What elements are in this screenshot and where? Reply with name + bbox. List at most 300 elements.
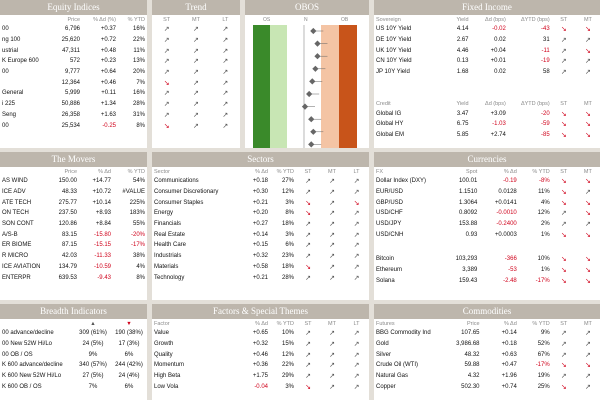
factor-row-trend-up-arrow-icon: ↗ (329, 330, 335, 338)
factor-row-trend-up-arrow-icon: ↗ (305, 373, 311, 381)
fx-row-value: 153.88 (458, 221, 478, 228)
trend-row-trend-down-arrow-icon: ↘ (163, 122, 170, 130)
equity-row-value: 26,358 (61, 111, 80, 118)
fx-row-trend-down-arrow-icon: ↘ (584, 231, 591, 239)
obos-marker (302, 103, 308, 109)
movers-row (0, 187, 147, 198)
movers-row-percent: 8% (136, 274, 145, 281)
movers-row (0, 197, 147, 208)
factors-table (152, 319, 369, 392)
fx-row-change: -0.19 (503, 178, 517, 185)
factor-row-trend-up-arrow-icon: ↗ (329, 383, 335, 391)
trend-row-trend-up-arrow-icon: ↗ (222, 26, 229, 34)
trend-row-trend-up-arrow-icon: ↗ (222, 90, 229, 98)
movers-row-percent: 38% (132, 253, 145, 260)
sovereign-row-trend-up-arrow-icon: ↗ (560, 47, 567, 55)
trend-row (152, 88, 240, 99)
sovereign-row-value: 0.13 (456, 58, 469, 65)
equity-row (0, 24, 147, 35)
credit-row-change: -59 (541, 121, 550, 128)
equity-row-change: -0.25 (102, 122, 116, 129)
sector-row-trend-up-arrow-icon: ↗ (353, 178, 360, 186)
sovereign-row-value: 2.67 (456, 37, 469, 44)
factor-row-change: -0.04 (254, 383, 268, 390)
movers-row-change: -15.15 (93, 242, 111, 249)
equity-row-percent: 28% (132, 101, 145, 108)
equity-row-change: +0.72 (100, 37, 116, 44)
obos-marker (308, 116, 314, 122)
commodity-row-trend-down-arrow-icon: ↘ (560, 362, 567, 370)
commodity-row-trend-up-arrow-icon: ↗ (584, 341, 591, 349)
factor-row-label: Quality (154, 351, 173, 358)
breadth-row (0, 381, 147, 392)
equity-row-label: ustrial (2, 47, 19, 54)
factor-row-label: Momentum (154, 362, 185, 369)
sovereign-row (374, 45, 600, 56)
movers-row-percent: 4% (136, 263, 145, 270)
equity-row (0, 56, 147, 67)
credit-row-trend-down-arrow-icon: ↘ (584, 132, 591, 140)
commodity-row-change: +0.47 (501, 362, 517, 369)
fx-row-change: +0.0141 (494, 199, 517, 206)
trend-col-st: ST (163, 16, 171, 23)
commodities-panel (374, 304, 600, 400)
movers-row-value: 275.77 (58, 199, 77, 206)
breadth-col-down: ▼ (126, 320, 132, 327)
movers-panel (0, 152, 147, 300)
fx-row-label: USD/CHF (376, 210, 403, 217)
factor-row-trend-up-arrow-icon: ↗ (305, 351, 311, 359)
sector-row-trend-up-arrow-icon: ↗ (305, 231, 311, 239)
commodity-row-change: +0.74 (501, 383, 517, 390)
sovereign-row (374, 67, 600, 78)
trend-row-trend-up-arrow-icon: ↗ (193, 47, 199, 55)
crypto-row-label: Bitcoin (376, 256, 395, 263)
fx-col-mt: MT (583, 168, 592, 175)
crypto-row-value: 3,389 (462, 267, 478, 274)
sovereign-row-value: 4.14 (456, 26, 469, 33)
credit-col-st: ST (560, 100, 568, 107)
obos-title: OBOS (245, 0, 369, 15)
fx-row-label: Dollar Index (DXY) (376, 178, 427, 185)
sector-row-label: Industrials (154, 253, 182, 260)
sector-row-trend-up-arrow-icon: ↗ (329, 231, 335, 239)
factor-row-percent: 10% (281, 330, 294, 337)
breadth-col-name (0, 319, 75, 328)
factors-col-lt: LT (353, 320, 360, 327)
fx-row-percent: -8% (539, 178, 550, 185)
credit-col-mt: MT (583, 100, 592, 107)
equity-row-value: 25,620 (61, 37, 80, 44)
commodity-row-label: Silver (376, 351, 392, 358)
trend-row-trend-up-arrow-icon: ↗ (222, 122, 229, 130)
breadth-row-value: 309 (61%) (79, 330, 107, 337)
sectors-col-st: ST (304, 168, 312, 175)
sectors-table (152, 167, 369, 283)
credit-row-change: +2.74 (490, 132, 506, 139)
commodity-row-label: BBG Commodity Ind (376, 330, 431, 337)
movers-row-label: ATE TECH (2, 199, 32, 206)
equity-row-label: Seng (2, 111, 17, 118)
sector-row (152, 251, 369, 262)
sector-row-trend-up-arrow-icon: ↗ (329, 199, 335, 207)
credit-row-trend-down-arrow-icon: ↘ (584, 121, 591, 129)
commodity-row-trend-up-arrow-icon: ↗ (584, 383, 591, 391)
sector-row-trend-up-arrow-icon: ↗ (353, 221, 360, 229)
sov-col-st: ST (560, 16, 568, 23)
factor-row-trend-down-arrow-icon: ↘ (305, 383, 311, 391)
equity-row-percent: 16% (132, 90, 145, 97)
breadth-row-value: 6% (124, 351, 134, 358)
equity-indices-title: Equity Indices (0, 0, 147, 15)
trend-row-trend-up-arrow-icon: ↗ (193, 58, 199, 66)
fx-row-percent: 1% (541, 231, 550, 238)
trend-row-trend-up-arrow-icon: ↗ (163, 69, 170, 77)
sovereign-row-change: -0.02 (492, 26, 506, 33)
trend-row-trend-up-arrow-icon: ↗ (222, 79, 229, 87)
fx-header-row (374, 167, 600, 176)
breadth-row-label: 00 OB / OS (2, 351, 33, 358)
sovereign-row (374, 56, 600, 67)
breadth-row-label: K 600 OB / OS (2, 383, 42, 390)
sovereign-row-change: +0.01 (490, 58, 506, 65)
commodity-row-value: 502.30 (461, 383, 480, 390)
sector-row-trend-up-arrow-icon: ↗ (329, 210, 335, 218)
movers-row-label: R MICRO (2, 253, 28, 260)
sector-row-trend-up-arrow-icon: ↗ (353, 189, 360, 197)
equity-row-change: +0.48 (100, 47, 116, 54)
equity-row-label: 00 (2, 69, 9, 76)
sector-row-change: +0.30 (252, 189, 268, 196)
factors-col-mt: MT (328, 320, 336, 327)
fx-row-value: 1.3064 (458, 199, 478, 206)
equity-col-change: % Δd (%) (93, 16, 116, 23)
factors-panel (152, 304, 369, 400)
movers-col-change: % Δd (98, 168, 111, 175)
sovereign-row-change: 31 (543, 37, 550, 44)
sectors-panel (152, 152, 369, 300)
fx-row-change: 0.0128 (498, 189, 517, 196)
sector-row-percent: 6% (285, 242, 294, 249)
fx-row-trend-down-arrow-icon: ↘ (560, 189, 567, 197)
crypto-row-trend-down-arrow-icon: ↘ (584, 256, 591, 264)
commodity-row-trend-up-arrow-icon: ↗ (560, 373, 567, 381)
equity-row-label (0, 77, 48, 88)
breadth-header-row (0, 319, 147, 328)
commodity-row-trend-up-arrow-icon: ↗ (560, 351, 567, 359)
fx-row-change: +0.0003 (494, 231, 517, 238)
equity-row-label: ng 100 (2, 37, 21, 44)
sovereign-row-value: 1.68 (456, 69, 469, 76)
obos-marker (314, 40, 320, 46)
fx-row (374, 208, 600, 219)
equity-row (0, 77, 147, 88)
comm-col-name: Futures (376, 320, 395, 327)
equity-row-percent: 7% (136, 79, 145, 86)
movers-row-label: SON CONT (2, 221, 34, 228)
trend-row-trend-up-arrow-icon: ↗ (163, 111, 170, 119)
fx-row-trend-up-arrow-icon: ↗ (584, 221, 591, 229)
movers-row-percent: 183% (129, 210, 145, 217)
breadth-title: Breadth Indicators (0, 304, 147, 319)
breadth-row-value: 24 (4%) (118, 373, 140, 380)
equity-row-value: 50,886 (61, 101, 80, 108)
sector-row-trend-up-arrow-icon: ↗ (329, 253, 335, 261)
movers-row-change: -10.59 (93, 263, 111, 270)
commodity-row-value: 107.65 (461, 330, 480, 337)
equity-row-percent: 11% (133, 47, 145, 54)
sector-row (152, 262, 369, 273)
sector-row-label: Energy (154, 210, 174, 217)
crypto-table (374, 254, 600, 286)
movers-row-value: 87.15 (61, 242, 77, 249)
crypto-row-label: Ethereum (376, 267, 403, 274)
movers-row-change: -9.43 (97, 274, 111, 281)
obos-label-n: N (304, 17, 308, 23)
sector-row (152, 187, 369, 198)
equity-header-row (0, 15, 147, 24)
fixed-income-title: Fixed Income (374, 0, 600, 15)
comm-col-price: Price (466, 320, 480, 327)
trend-row-trend-down-arrow-icon: ↘ (163, 79, 170, 87)
fx-row-label: GBP/USD (376, 199, 404, 206)
trend-row-trend-up-arrow-icon: ↗ (193, 122, 199, 130)
equity-row-change: +0.64 (100, 69, 116, 76)
sector-row-label: Health Care (154, 242, 187, 249)
crypto-row-trend-down-arrow-icon: ↘ (560, 256, 567, 264)
movers-row-value: 120.86 (58, 221, 77, 228)
commodity-row (374, 328, 600, 339)
breadth-row (0, 371, 147, 382)
trend-row-trend-up-arrow-icon: ↗ (222, 58, 229, 66)
trend-row-trend-up-arrow-icon: ↗ (193, 26, 199, 34)
sector-row-label: Materials (154, 263, 179, 270)
sector-row-percent: 28% (281, 274, 294, 281)
commodity-row-percent: 52% (537, 341, 550, 348)
sector-row-trend-up-arrow-icon: ↗ (353, 210, 360, 218)
obos-panel (245, 0, 369, 148)
breadth-row-value: 340 (57%) (79, 362, 107, 369)
movers-row-percent: -20% (130, 231, 145, 238)
commodity-row-trend-down-arrow-icon: ↘ (584, 362, 591, 370)
obos-marker (310, 28, 316, 34)
sector-row-percent: 23% (281, 253, 294, 260)
sector-row-trend-down-arrow-icon: ↘ (305, 199, 311, 207)
equity-row-value: 25,534 (61, 122, 80, 129)
sovereign-row-change: 0.02 (494, 69, 506, 76)
commodity-row-value: 59.88 (464, 362, 480, 369)
trend-row-trend-up-arrow-icon: ↗ (163, 101, 170, 109)
trend-row (152, 110, 240, 121)
fixed-income-panel (374, 0, 600, 148)
equity-row-value: 47,311 (62, 47, 80, 54)
fx-row-trend-down-arrow-icon: ↘ (560, 199, 567, 207)
crypto-row (374, 254, 600, 265)
factor-row-change: +0.46 (252, 351, 268, 358)
sector-row (152, 229, 369, 240)
fx-col-ytd: % YTD (532, 168, 550, 175)
sovereign-row-trend-down-arrow-icon: ↘ (584, 47, 591, 55)
trend-row (152, 24, 240, 35)
crypto-row-percent: -17% (535, 277, 550, 284)
sectors-title: Sectors (152, 152, 369, 167)
credit-row-trend-down-arrow-icon: ↘ (560, 121, 567, 129)
fx-row-trend-down-arrow-icon: ↘ (560, 178, 567, 186)
sovereign-row-label: DE 10Y Yield (376, 37, 412, 44)
factor-row-label: High Beta (154, 373, 181, 380)
sov-col-ytd: ΔYTD (bps) (520, 16, 550, 23)
factor-row-trend-up-arrow-icon: ↗ (353, 341, 360, 349)
trend-col-mt: MT (192, 16, 200, 23)
factors-col-ytd: % YTD (276, 320, 294, 327)
crypto-row-value: 103,293 (455, 256, 478, 263)
sector-row-change: +0.32 (252, 253, 268, 260)
equity-row (0, 120, 147, 131)
movers-col-ytd: % YTD (127, 168, 145, 175)
fx-col-name: FX (376, 168, 384, 175)
sectors-col-lt: LT (353, 168, 360, 175)
sectors-header-row (152, 167, 369, 176)
trend-panel (152, 0, 240, 148)
obos-marker (310, 129, 316, 135)
crypto-row-change: -53 (508, 267, 517, 274)
sovereign-row-change: 0.02 (494, 37, 506, 44)
trend-row-trend-up-arrow-icon: ↗ (163, 47, 170, 55)
breadth-row-value: 17 (3%) (118, 341, 140, 348)
factor-row-change: +0.65 (252, 330, 268, 337)
sector-row-trend-up-arrow-icon: ↗ (353, 263, 360, 271)
trend-header-row (152, 15, 240, 24)
factor-row-trend-up-arrow-icon: ↗ (353, 362, 360, 370)
commodity-row (374, 349, 600, 360)
sector-row-percent: 3% (285, 231, 294, 238)
sector-row-trend-up-arrow-icon: ↗ (353, 253, 360, 261)
commodity-row-change: +0.14 (501, 330, 517, 337)
crypto-row-trend-down-arrow-icon: ↘ (560, 277, 567, 285)
fx-row (374, 197, 600, 208)
sector-row-trend-up-arrow-icon: ↗ (353, 231, 360, 239)
commodity-row-trend-up-arrow-icon: ↗ (560, 330, 567, 338)
credit-row-change: -20 (541, 110, 550, 117)
sovereign-row-change: 58 (543, 69, 550, 76)
obos-marker (314, 53, 320, 59)
obos-label-os: OS (263, 17, 271, 23)
breadth-row-value: 7% (88, 383, 98, 390)
fx-row-trend-down-arrow-icon: ↘ (560, 231, 567, 239)
equity-row-label: i 225 (2, 101, 16, 108)
sector-row-percent: 12% (281, 189, 294, 196)
sector-row-label: Consumer Staples (154, 199, 204, 206)
sectors-col-name: Sector (154, 168, 170, 175)
factors-header-row (152, 319, 369, 328)
factor-row (152, 349, 369, 360)
fx-row-trend-down-arrow-icon: ↘ (584, 178, 591, 186)
comm-col-change: % Δd (503, 320, 517, 327)
sector-row-trend-up-arrow-icon: ↗ (353, 274, 360, 282)
commodity-row (374, 339, 600, 350)
movers-row-value: 150.00 (58, 178, 77, 185)
credit-row-value: 5.85 (456, 132, 469, 139)
obos-markers (245, 15, 369, 148)
currencies-title: Currencies (374, 152, 600, 167)
factor-row-change: +0.36 (252, 362, 268, 369)
movers-row-label: ICE AVIATION (2, 263, 41, 270)
trend-row-trend-up-arrow-icon: ↗ (163, 37, 170, 45)
commodity-row-change: +0.63 (501, 351, 517, 358)
trend-row (152, 35, 240, 46)
commodity-row (374, 371, 600, 382)
factor-row (152, 360, 369, 371)
trend-row-trend-up-arrow-icon: ↗ (163, 90, 170, 98)
sov-col-yield: Yield (456, 16, 469, 23)
sovereign-row-value: 4.46 (456, 47, 469, 54)
factor-row (152, 328, 369, 339)
movers-row-label: ICE ADV (2, 189, 26, 196)
fx-row-trend-up-arrow-icon: ↗ (560, 221, 567, 229)
credit-row-trend-down-arrow-icon: ↘ (560, 132, 567, 140)
breadth-row-value: 190 (38%) (115, 330, 143, 337)
sector-row-label: Consumer Discretionary (154, 189, 219, 196)
sector-row-trend-up-arrow-icon: ↗ (329, 274, 335, 282)
crypto-row-percent: 10% (537, 256, 550, 263)
factor-row-trend-up-arrow-icon: ↗ (305, 330, 311, 338)
sector-row-change: +0.14 (252, 231, 268, 238)
sectors-col-mt: MT (328, 168, 336, 175)
equity-row-change: +1.34 (100, 101, 116, 108)
sovereign-row-trend-up-arrow-icon: ↗ (560, 69, 567, 77)
factor-row-trend-up-arrow-icon: ↗ (353, 373, 360, 381)
sector-row-trend-up-arrow-icon: ↗ (305, 242, 311, 250)
equity-row-percent: 22% (132, 37, 145, 44)
sovereign-row-label: US 10Y Yield (376, 26, 412, 33)
equity-row (0, 110, 147, 121)
trend-table (152, 15, 240, 131)
breadth-panel (0, 304, 147, 400)
movers-row-value: 42.03 (61, 253, 77, 260)
commodity-row-value: 3,986.68 (456, 341, 480, 348)
sector-row (152, 219, 369, 230)
credit-row-value: 6.75 (456, 121, 469, 128)
movers-row-change: +8.84 (95, 221, 111, 228)
factors-col-name: Factor (154, 320, 170, 327)
sovereign-row-label: CN 10Y Yield (376, 58, 412, 65)
trend-row-trend-up-arrow-icon: ↗ (222, 101, 229, 109)
sector-row-percent: 18% (281, 221, 294, 228)
movers-row-value: 83.15 (61, 231, 77, 238)
obos-marker (309, 78, 315, 84)
movers-row-change: +8.93 (95, 210, 111, 217)
equity-row (0, 88, 147, 99)
trend-row (152, 67, 240, 78)
trend-row (152, 120, 240, 131)
movers-row-label: AS WIND (2, 178, 28, 185)
comm-col-mt: MT (583, 320, 592, 327)
sovereign-row-trend-up-arrow-icon: ↗ (584, 58, 591, 66)
breadth-table (0, 319, 147, 392)
currencies-panel (374, 152, 600, 300)
trend-row-trend-up-arrow-icon: ↗ (163, 26, 170, 34)
equity-row-value: 6,796 (64, 26, 80, 33)
breadth-row (0, 360, 147, 371)
trend-col-lt: LT (222, 16, 229, 23)
sector-row-change: +0.15 (252, 242, 268, 249)
sector-row-trend-up-arrow-icon: ↗ (329, 221, 335, 229)
fx-row-label: USD/JPY (376, 221, 402, 228)
movers-row-value: 48.33 (61, 189, 77, 196)
sector-row-label: Real Estate (154, 231, 186, 238)
sovereign-row-change: -11 (541, 47, 550, 54)
equity-row (0, 35, 147, 46)
